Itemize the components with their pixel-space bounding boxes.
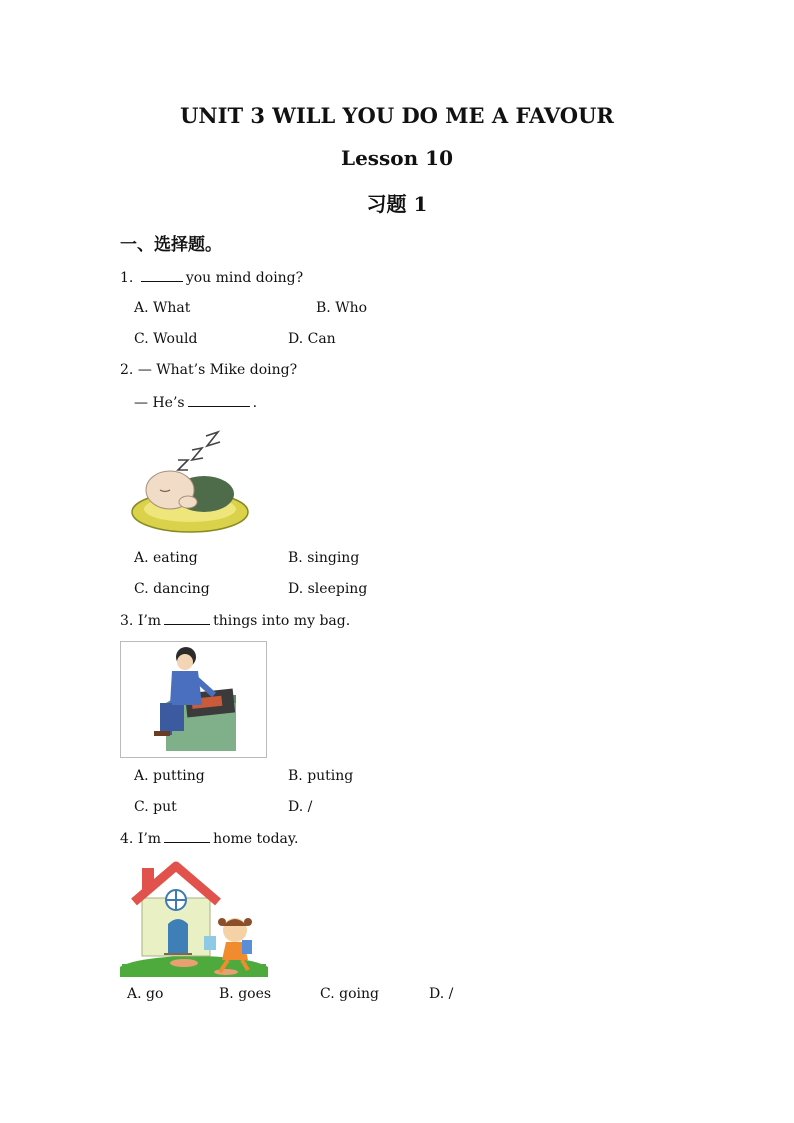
question-4-stem (120, 830, 298, 847)
answer-blank (188, 394, 250, 407)
question-number: 4. (120, 831, 134, 847)
question-1-stem (120, 269, 303, 286)
question-3-option-c: C. put (134, 799, 177, 815)
question-text: you mind doing? (185, 270, 304, 286)
question-number: 1. (120, 270, 134, 286)
question-1-option-d: D. Can (288, 331, 336, 347)
question-text: things into my bag. (213, 613, 351, 629)
answer-blank (164, 612, 210, 625)
question-prefix: I’m (137, 831, 162, 847)
answer-suffix: . (252, 395, 258, 411)
sleeping-baby-image (130, 424, 252, 536)
question-number: 2. (120, 362, 134, 378)
exercise-title: 习题 1 (366, 192, 428, 216)
question-2-answer-line (134, 394, 257, 411)
question-3-option-d: D. / (288, 799, 313, 815)
house-and-girl-image (120, 860, 268, 977)
lesson-title: Lesson 10 (341, 146, 453, 170)
question-2-option-b: B. singing (288, 550, 360, 566)
question-4-option-b: B. goes (219, 986, 272, 1002)
question-3-stem (120, 612, 350, 629)
question-prefix: I’m (137, 613, 162, 629)
answer-prefix: — He’s (134, 395, 185, 411)
question-1-option-c: C. Would (134, 331, 198, 347)
question-3-option-a: A. putting (134, 768, 205, 784)
question-1-option-a: A. What (134, 300, 191, 316)
question-4-option-d: D. / (429, 986, 454, 1002)
question-number: 3. (120, 613, 134, 629)
answer-blank (164, 830, 210, 843)
question-text: — What’s Mike doing? (137, 362, 298, 378)
unit-title: UNIT 3 WILL YOU DO ME A FAVOUR (180, 103, 614, 128)
question-4-option-a: A. go (127, 986, 164, 1002)
question-2-option-a: A. eating (134, 550, 198, 566)
question-4-option-c: C. going (320, 986, 379, 1002)
question-2-option-d: D. sleeping (288, 581, 368, 597)
question-2-stem (120, 362, 297, 378)
question-1-option-b: B. Who (316, 300, 368, 316)
question-3-option-b: B. puting (288, 768, 354, 784)
section-heading: 一、选择题。 (120, 235, 222, 255)
question-2-option-c: C. dancing (134, 581, 210, 597)
zzz-icon (178, 432, 220, 470)
question-text: home today. (213, 831, 299, 847)
answer-blank (141, 269, 183, 282)
boy-packing-bag-image (120, 641, 267, 758)
